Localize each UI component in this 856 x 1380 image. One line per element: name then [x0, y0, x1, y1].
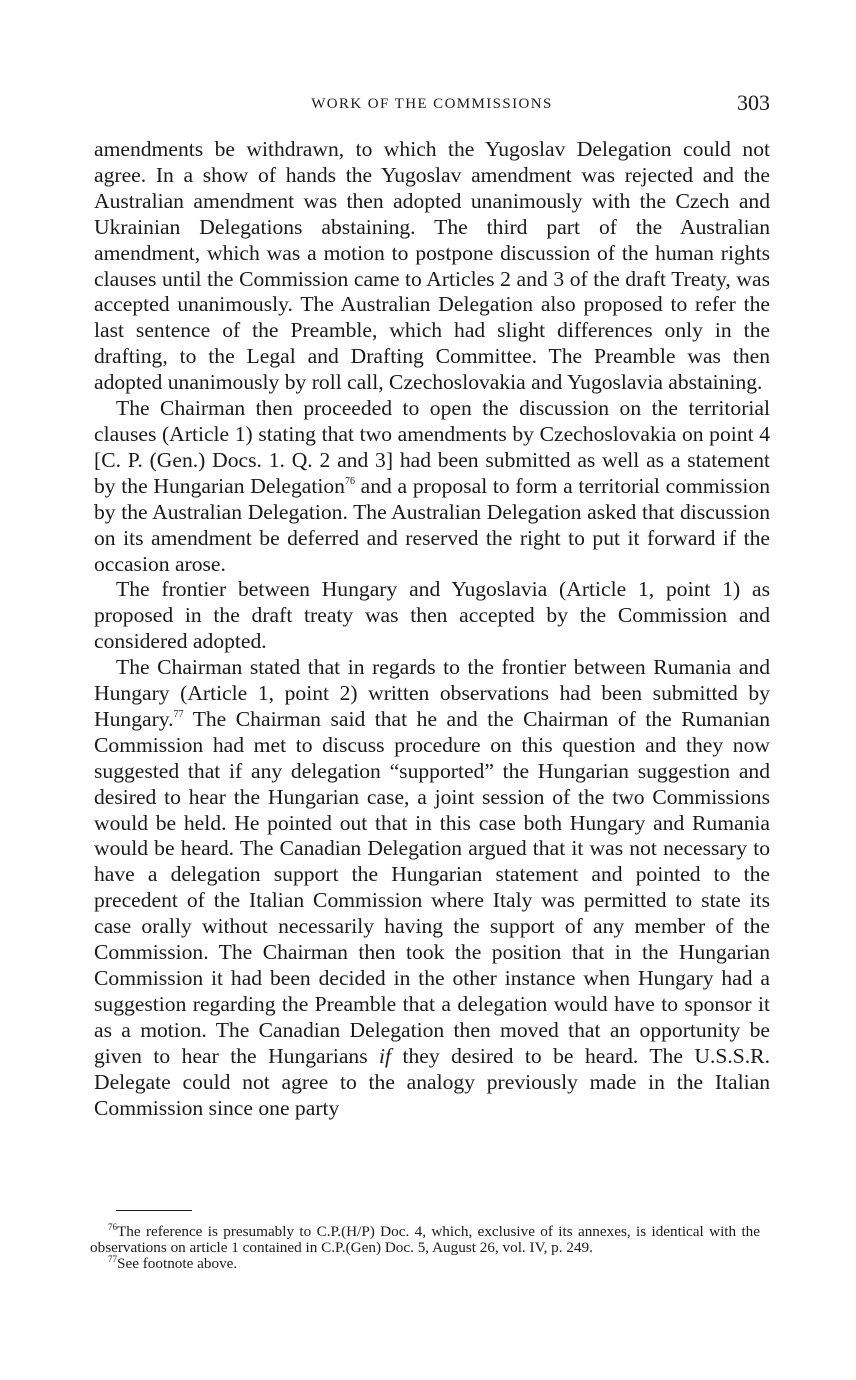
footnote-mark: 76	[108, 1222, 117, 1232]
paragraph-territorial-clauses	[94, 396, 770, 577]
paragraph-text: The Chairman then proceeded to open the discussion on the territorial clauses (Article 1) stating that two amendments by Czechoslovakia on point 4 [C. P. (Gen.) Docs. 1. Q. 2 and 3] had been submitted as well as a statement by the Hungarian Delegation	[94, 396, 770, 498]
footnote-77	[90, 1256, 760, 1272]
footnote-76	[90, 1224, 760, 1256]
body-text	[94, 137, 770, 1121]
footnote-reference-76[interactable]: 76	[344, 475, 355, 487]
page-number: 303	[737, 90, 770, 115]
footnote-divider	[116, 1210, 192, 1211]
paragraph-text: The frontier between Hungary and Yugoslavia (Article 1, point 1) as proposed in the draft treaty was then accepted by the Commission and considered adopted.	[94, 577, 770, 654]
footnote-text: The reference is presumably to C.P.(H/P) Doc. 4, which, exclusive of its annexes, is identical with the observations on article 1 contained in C.P.(Gen) Doc. 5, August 26, vol. IV, p. 249.	[90, 1223, 760, 1257]
paragraph-rumania-hungary-frontier	[94, 655, 770, 1121]
paragraph-text: The Chairman said that he and the Chairman of the Rumanian Commission had met to discuss procedure on this question and they now suggested that if any delegation “supported” the Hungarian suggestion and desired to hear the Hungarian case, a joint session of the two Commissions would be held. He pointed out that in this case both Hungary and Rumania would be heard. The Canadian Delegation argued that it was not necessary to have a delegation support the Hungarian statement and pointed to the precedent of the Italian Commission where Italy was permitted to state its case orally without necessarily having the support of any member of the Commission. The Chairman then took the position that in the Hungarian Commission it had been decided in the other instance when Hungary had a suggestion regarding the Preamble that a delegation would have to sponsor it as a motion. The Canadian Delegation then moved that an opportunity be given to hear the Hungarians	[94, 706, 770, 1068]
paragraph-text: they desired to be heard. The U.S.S.R. Delegate could not agree to the analogy previously made in the Italian Commission since one party	[94, 1043, 770, 1120]
footnote-text: See footnote above.	[117, 1255, 238, 1273]
emphasis-text: if	[379, 1043, 392, 1068]
paragraph-text: amendments be withdrawn, to which the Yugoslav Delegation could not agree. In a show of hands the Yugoslav amendment was rejected and the Australian amendment was then adopted unanimously with the Czech and Ukrainian Delegations abstaining. The third part of the Australian amendment, which was a motion to postpone discussion of the human rights clauses until the Commission came to Articles 2 and 3 of the draft Treaty, was accepted unanimously. The Australian Delegation also proposed to refer the last sentence of the Preamble, which had slight differences only in the drafting, to the Legal and Drafting Committee. The Preamble was then adopted unanimously by roll call, Czechoslovakia and Yugoslavia abstaining.	[94, 137, 770, 395]
paragraph-continuation	[94, 137, 770, 396]
page-header	[94, 90, 770, 122]
paragraph-hungary-yugoslavia-frontier	[94, 577, 770, 655]
footnote-reference-77[interactable]: 77	[173, 708, 184, 720]
running-head: WORK OF THE COMMISSIONS	[311, 96, 553, 112]
paragraph-text: The Chairman stated that in regards to the frontier between Rumania and Hungary (Article 1, point 2) written observations had been submitted by Hungary.	[94, 655, 770, 731]
paragraph-text: and a proposal to form a territorial commission by the Australian Delegation. The Australian Delegation asked that discussion on its amendment be deferred and reserved the right to put it forward if the occasion arose.	[94, 473, 770, 576]
footnote-mark: 77	[108, 1254, 117, 1265]
footnotes	[90, 1224, 760, 1273]
